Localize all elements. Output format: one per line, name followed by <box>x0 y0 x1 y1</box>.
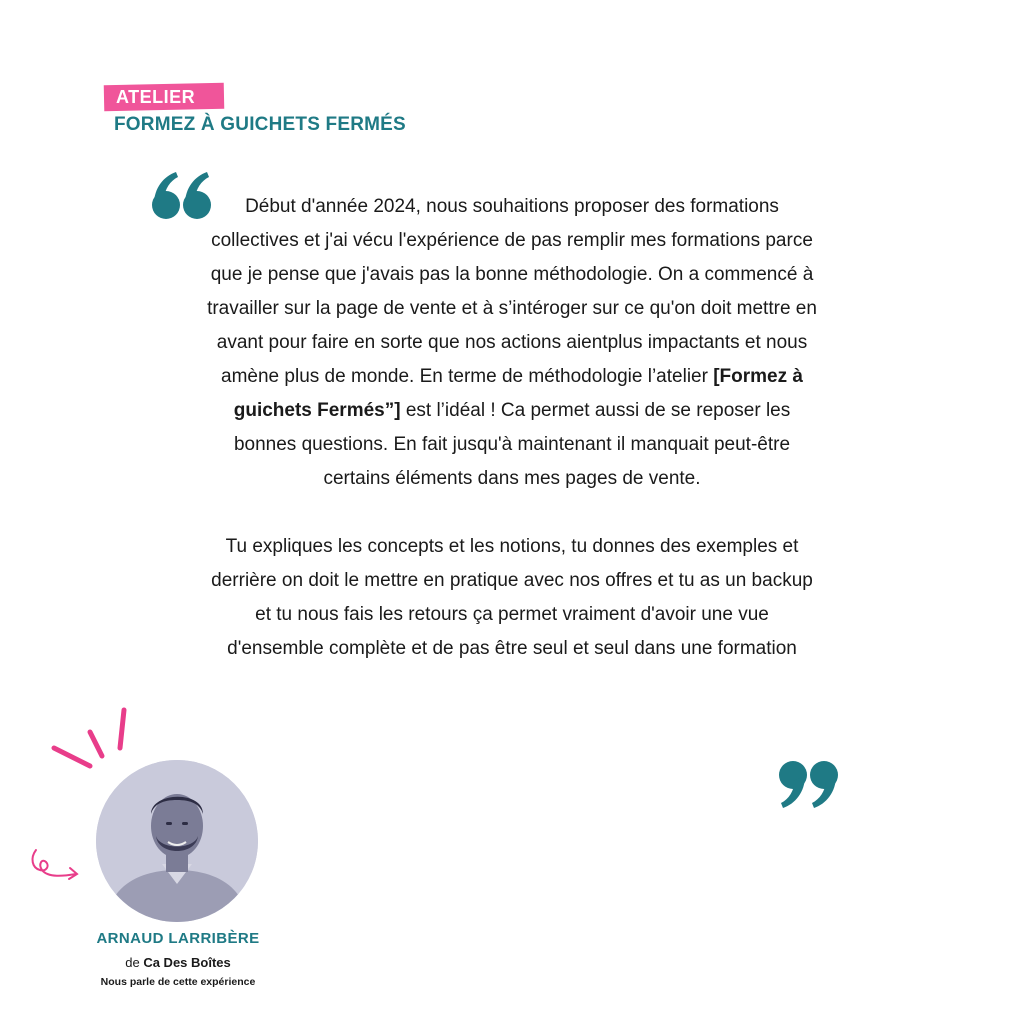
swirl-arrow-icon <box>28 846 84 886</box>
author-company: Ca Des Boîtes <box>143 955 231 970</box>
avatar <box>96 760 258 922</box>
testimonial-quote <box>205 190 819 666</box>
quote-paragraph-1 <box>205 190 819 496</box>
author-caption: Nous parle de cette expérience <box>100 976 256 988</box>
quote-text-start: Début d'année 2024, nous souhaitions proposer des formations collectives et j'ai vécu l'expérience de pas remplir mes formations parce que je pense que j'avais pas la bonne méthodologie. On a commencé à travailler sur la page de vente et à s’intéroger sur ce qu'on doit mettre en avant pour faire en sorte que nos actions aientplus impactants et nous amène plus de monde. En terme de méthodologie l’atelier <box>207 196 817 387</box>
author-name: ARNAUD LARRIBÈRE <box>96 930 260 947</box>
portrait-illustration <box>96 760 258 922</box>
author-company-line <box>60 955 296 970</box>
tag-label: ATELIER <box>116 87 196 107</box>
author-company-prefix: de <box>125 955 144 970</box>
workshop-name-highlight: [Formez à guichets Fermés”] <box>233 366 803 421</box>
workshop-title: FORMEZ À GUICHETS FERMÉS <box>114 114 406 135</box>
quote-paragraph-2: Tu expliques les concepts et les notions, tu donnes des exemples et derrière on doit le mettre en pratique avec nos offres et tu as un backup et tu nous fais les retours ça permet vraiment d'avoir une vue d'ensemble complète et de pas être seul et seul dans une formation <box>211 536 813 659</box>
quote-text-end: est l’idéal ! Ca permet aussi de se reposer les bonnes questions. En fait jusqu'à maintenant il manquait peut-être certains éléments dans mes pages de vente. <box>233 400 791 489</box>
sparkle-rays-icon <box>50 704 140 774</box>
quote-close-icon <box>776 756 840 812</box>
